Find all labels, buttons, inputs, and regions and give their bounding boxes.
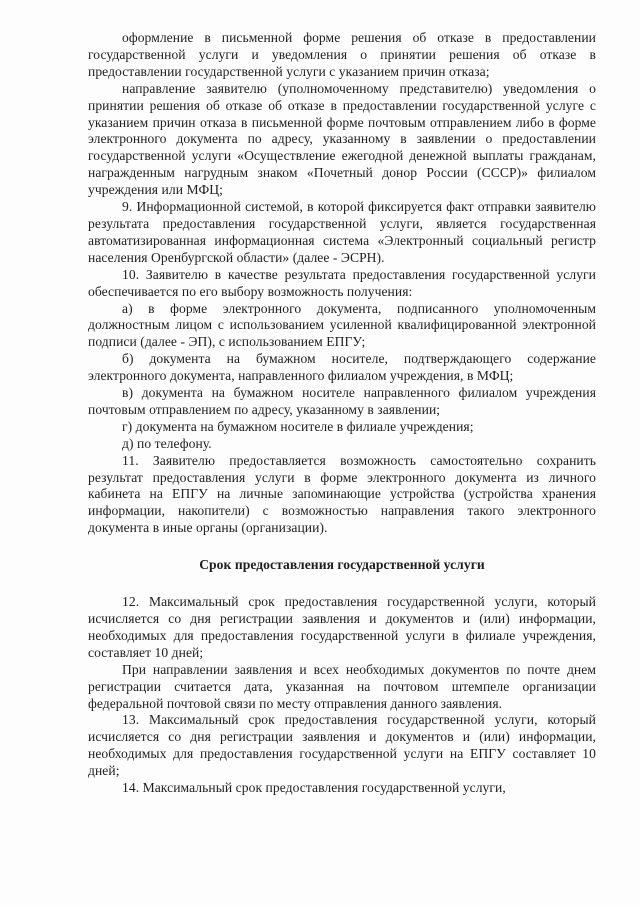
paragraph: 12. Максимальный срок предоставления государственной услуги, который исчисляется со дня регистрации заявления и документов и (или) информации, необходимых для предоставления государственной услуги в филиале учреждения, составляет 10 дней; bbox=[88, 594, 596, 660]
list-item: в) документа на бумажном носителе направленного филиалом учреждения почтовым отправлением по адресу, указанному в заявлении; bbox=[88, 385, 596, 417]
list-item: б) документа на бумажном носителе, подтверждающего содержание электронного документа, направленного филиалом учреждения, в МФЦ; bbox=[88, 351, 596, 384]
section-heading: Срок предоставления государственной услуги bbox=[199, 557, 485, 573]
paragraph: 10. Заявителю в качестве результата предоставления государственной услуги обеспечивается по его выбору возможность получения: bbox=[88, 266, 596, 299]
document-body bbox=[88, 30, 596, 797]
list-item: д) по телефону. bbox=[122, 435, 212, 451]
paragraph: При направлении заявления и всех необходимых документов по почте днем регистрации считается дата, указанная на почтовом штемпеле организации федеральной почтовой связи по месту отправления данного заявления. bbox=[88, 661, 596, 711]
paragraph: оформление в письменной форме решения об отказе в предоставлении государственной услуги и уведомления о принятии решения об отказе в предоставлении государственной услуги с указанием причин отказа; bbox=[88, 30, 596, 79]
list-item: г) документа на бумажном носителе в филиале учреждения; bbox=[122, 418, 474, 434]
paragraph: 11. Заявителю предоставляется возможность самостоятельно сохранить результат предоставления услуги в форме электронного документа из личного кабинета на ЕПГУ на личные запоминающие устройства (устройства хранения информации, накопители) с возможностью направления такого электронного документа в иные органы (организации). bbox=[88, 452, 596, 536]
list-item: а) в форме электронного документа, подписанного уполномоченным должностным лицом с использованием усиленной квалифицированной электронной подписи (далее - ЭП), с использованием ЕПГУ; bbox=[88, 300, 596, 350]
paragraph: направление заявителю (уполномоченному представителю) уведомления о принятии решения об отказе об отказе в предоставлении государственной услуге с указанием причин отказа в письменной форме почтовым отправлением либо в форме электронного документа по адресу, указанному в заявлении о предоставлении государственной услуги «Осуществление ежегодной денежной выплаты гражданам, награжденным нагрудным знаком «Почетный донор России (СССР)» филиалом учреждения или МФЦ; bbox=[88, 80, 596, 198]
paragraph: 14. Максимальный срок предоставления государственной услуги, bbox=[122, 780, 506, 796]
paragraph: 13. Максимальный срок предоставления государственной услуги, который исчисляется со дня регистрации заявления и документов и (или) информации, необходимых для предоставления государственной услуги на ЕПГУ составляет 10 дней; bbox=[88, 712, 596, 779]
paragraph: 9. Информационной системой, в которой фиксируется факт отправки заявителю результата предоставления государственной услуги, является государственная автоматизированная информационная система «Электронный социальный регистр населения Оренбургской области» (далее - ЭСРН). bbox=[88, 199, 596, 265]
